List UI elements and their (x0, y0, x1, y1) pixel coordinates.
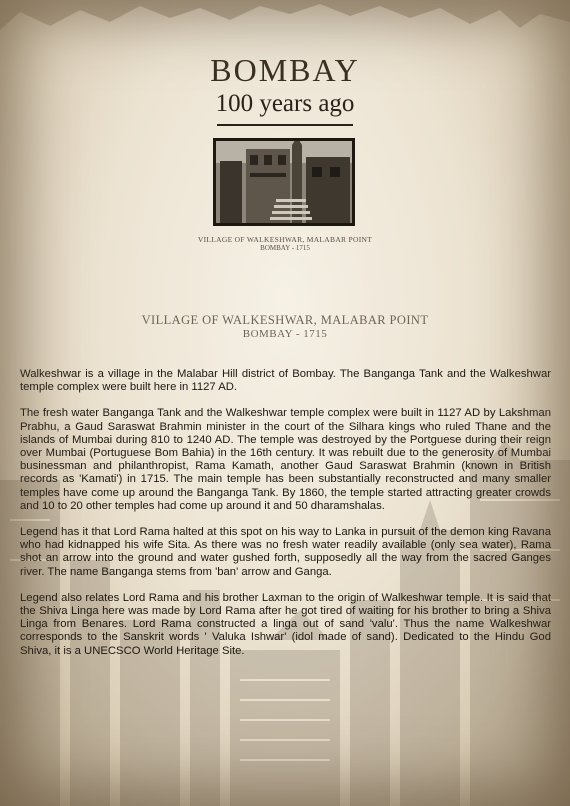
paragraph-intro: Walkeshwar is a village in the Malabar Hill district of Bombay. The Banganga Tank and the Walkeshwar temple complex were built here in 1127 AD. (20, 368, 551, 394)
page-title: BOMBAY (210, 52, 360, 88)
photo-caption-line1: VILLAGE OF WALKESHWAR, MALABAR POINT (197, 235, 373, 244)
paragraph-history: The fresh water Banganga Tank and the Walkeshwar temple complex were built in 1127 AD by Lakshman Prabhu, a Gaud Saraswat Brahmin minister in the court of the Silhara kings who ruled Thane and the islands of Mumbai during 810 to 1240 AD. The temple was destroyed by the Portguese during their reign over Mumbai (Portuguese Bom Bahia) in the 16th century. It was rebuilt due to the generosity of Mumbai businessman and philanthropist, Rama Kamath, another Gaud Saraswat Brahmin (known in British records as 'Kamati') in 1715. The main temple has been substantially reconstructed and many smaller temples have come up around the Banganga Tank. By 1860, the temple started attracting greater crowds and 10 to 20 other temples had come up around it and 50 dharamshalas. (20, 407, 551, 512)
paragraph-legend-banganga: Legend has it that Lord Rama halted at this spot on his way to Lanka in pursuit of the demon king Ravana who had kidnapped his wife Sita. As there was no fresh water readily available (only sea water), Rama shot an arrow into the ground and water gushed forth, supposedly all the way from the sacred Ganges river. The name Banganga stems from 'ban' arrow and Ganga. (20, 526, 551, 578)
paragraph-legend-walkeshwar: Legend also relates Lord Rama and his brother Laxman to the origin of Walkeshwar temple. It is said that the Shiva Linga here was made by Lord Rama after he got tired of waiting for his brother to bring a Shiva Linga from Benares. Lord Rama constructed a linga out of sand 'valu'. Thus the name Walkeshwar corresponds to the Sanskrit words ' Valuka Ishwar' (idol made of sand). Dedicated to the Hindu God Shiva, it is a UNECSCO World Heritage Site. (20, 591, 551, 657)
walkeshwar-photo (213, 138, 355, 226)
section-heading-line1: VILLAGE OF WALKESHWAR, MALABAR POINT (141, 313, 429, 327)
page-subtitle: 100 years ago (215, 90, 355, 117)
section-heading-line2: BOMBAY - 1715 (242, 328, 328, 340)
article-body (20, 368, 551, 671)
torn-paper-edge (0, 0, 570, 40)
photo-caption-line2: BOMBAY - 1715 (260, 244, 310, 252)
subtitle-underline (217, 124, 353, 126)
